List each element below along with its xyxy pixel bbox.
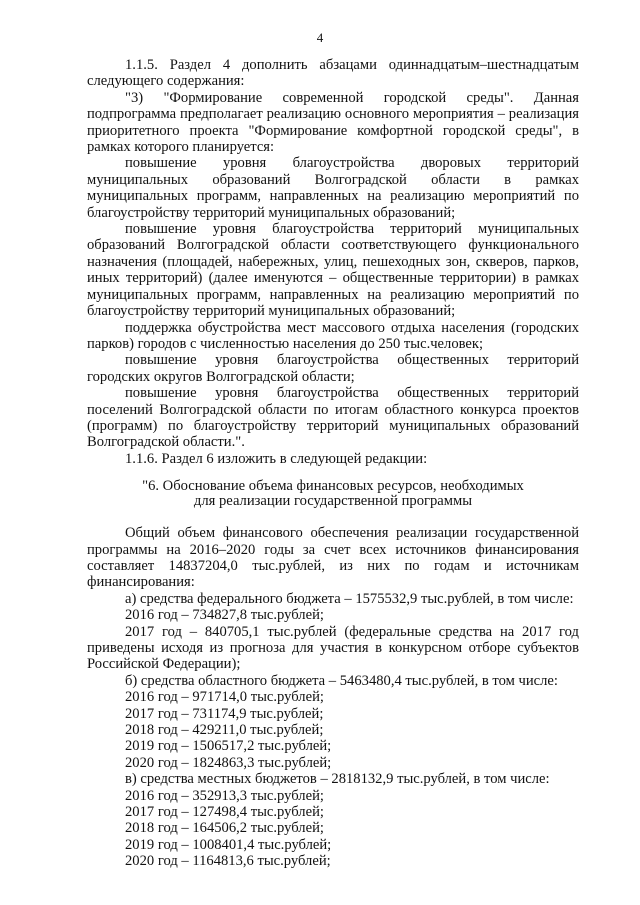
paragraph-parks: поддержка обустройства мест массового отдыха населения (городских парков) городов с численностью населения до 250 тыс.человек; [87, 319, 579, 352]
paragraph-1-1-5: 1.1.5. Раздел 4 дополнить абзацами одиннадцатым–шестнадцатым следующего содержания: [87, 57, 579, 90]
local-year-2020: 2020 год – 1164813,6 тыс.рублей; [125, 853, 331, 870]
regional-year-2018: 2018 год – 429211,0 тыс.рублей; [125, 722, 324, 739]
regional-year-2020: 2020 год – 1824863,3 тыс.рублей; [125, 754, 332, 771]
regional-year-2016: 2016 год – 971714,0 тыс.рублей; [125, 689, 324, 706]
local-year-2018: 2018 год – 164506,2 тыс.рублей; [125, 820, 324, 837]
federal-year-2017: 2017 год – 840705,1 тыс.рублей (федеральные средства на 2017 год приведены исходя из прогноза для участия в конкурсном отборе субъектов Российской Федерации); [87, 623, 579, 673]
regional-year-2019: 2019 год – 1506517,2 тыс.рублей; [125, 738, 332, 755]
local-year-2016: 2016 год – 352913,3 тыс.рублей; [125, 787, 324, 804]
section-6-heading [87, 479, 579, 509]
paragraph-settlements: повышение уровня благоустройства общественных территорий поселений Волгоградской области по итогам областного конкурса проектов (программ) по благоустройству территорий муниципальных образований Волгоградской области.". [87, 385, 579, 451]
local-year-2019: 2019 год – 1008401,4 тыс.рублей; [125, 836, 332, 853]
regional-year-2017: 2017 год – 731174,9 тыс.рублей; [125, 705, 324, 722]
paragraph-subprogram-3: "3) "Формирование современной городской среды". Данная подпрограмма предполагает реализацию основного мероприятия – реализация приоритетного проекта "Формирование комфортной городской среды", в рамках которого планируется: [87, 89, 579, 156]
paragraph-public-territories: повышение уровня благоустройства территорий муниципальных образований Волгоградской области соответствующего функционального назначения (площадей, набережных, улиц, пешеходных зон, скверов, парков, иных территорий) (далее именуются – общественные территории) в рамках муниципальных программ, направленных на реализацию мероприятий по благоустройству территорий муниципальных образований; [87, 221, 579, 320]
paragraph-1-1-6: 1.1.6. Раздел 6 изложить в следующей редакции: [125, 450, 428, 467]
page-number: 4 [316, 30, 324, 45]
federal-title: а) средства федерального бюджета – 1575532,9 тыс.рублей, в том числе: [125, 590, 574, 607]
federal-year-2016: 2016 год – 734827,8 тыс.рублей; [125, 607, 324, 624]
heading-line-1: "6. Обоснование объема финансовых ресурсов, необходимых [142, 478, 524, 495]
funding-intro: Общий объем финансового обеспечения реализации государственной программы на 2016–2020 годы за счет всех источников финансирования составляет 14837204,0 тыс.рублей, из них по годам и источникам финансирования: [87, 525, 579, 591]
local-title: в) средства местных бюджетов – 2818132,9 тыс.рублей, в том числе: [125, 771, 550, 788]
regional-title: б) средства областного бюджета – 5463480,4 тыс.рублей, в том числе: [125, 672, 558, 689]
local-year-2017: 2017 год – 127498,4 тыс.рублей; [125, 804, 324, 821]
heading-line-2: для реализации государственной программы [193, 493, 473, 510]
document-body [87, 57, 579, 870]
paragraph-urban-districts: повышение уровня благоустройства общественных территорий городских округов Волгоградской области; [87, 352, 579, 385]
paragraph-courtyards: повышение уровня благоустройства дворовых территорий муниципальных образований Волгоградской области в рамках муниципальных программ, направленных на реализацию мероприятий по благоустройству территорий муниципальных образований; [87, 155, 579, 221]
